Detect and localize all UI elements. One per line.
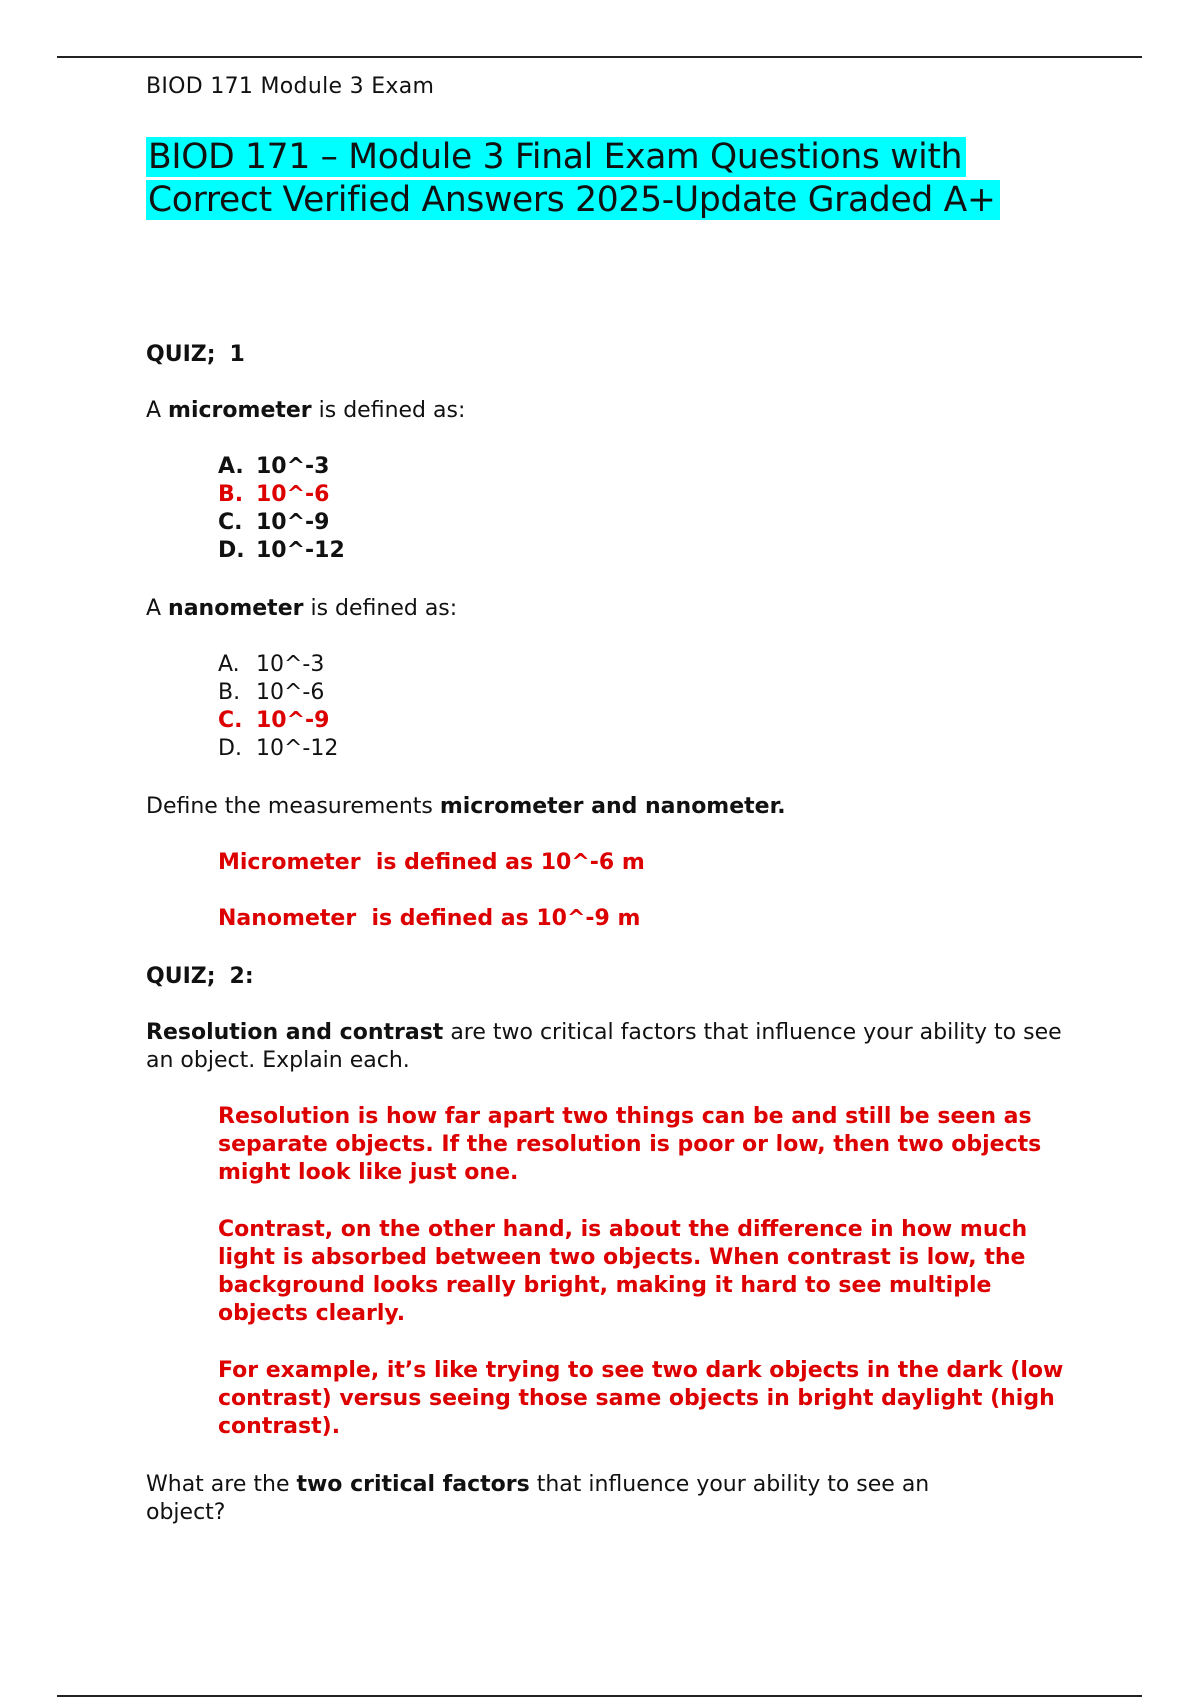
quiz-1-heading [146, 341, 1086, 369]
top-rule [57, 56, 1142, 58]
question-term: Resolution and contrast [146, 1020, 444, 1045]
answer-example: For example, it’s like trying to see two dark objects in the dark (low contrast) versus seeing those same objects in bright daylight (high contrast). [218, 1358, 1064, 1439]
answer-micrometer: Micrometer is defined as 10^-6 m [218, 850, 645, 875]
question-define-measurements: Define the measurements micrometer and nanometer. [146, 794, 786, 819]
quiz-label: QUIZ; [146, 342, 216, 367]
quiz-number: 1 [229, 342, 245, 367]
quiz-label: QUIZ; [146, 964, 216, 989]
option-d: D. 10^-12 [218, 736, 339, 761]
option-b-correct: B. 10^-6 [218, 482, 330, 507]
bottom-rule [57, 1695, 1142, 1697]
option-c-correct: C. 10^-9 [218, 708, 330, 733]
question-micrometer: A micrometer is defined as: [146, 398, 466, 423]
question-term: nanometer [168, 596, 304, 621]
micrometer-options [218, 453, 345, 565]
answer-resolution: Resolution is how far apart two things can be and still be seen as separate objects. If the resolution is poor or low, then two objects might look like just one. [218, 1104, 1042, 1185]
option-a: A. 10^-3 [218, 652, 325, 677]
option-b: B. 10^-6 [218, 680, 325, 705]
option-a: A. 10^-3 [218, 454, 330, 479]
page-header: BIOD 171 Module 3 Exam [146, 74, 435, 99]
document-title [146, 136, 1026, 222]
question-nanometer: A nanometer is defined as: [146, 596, 458, 621]
question-term: micrometer and nanometer. [439, 794, 786, 819]
option-c: C. 10^-9 [218, 510, 330, 535]
question-term: two critical factors [296, 1472, 530, 1497]
answer-nanometer: Nanometer is defined as 10^-9 m [218, 906, 641, 931]
option-d: D. 10^-12 [218, 538, 345, 563]
title-highlight: BIOD 171 – Module 3 Final Exam Questions with Correct Verified Answers 2025-Update Graded A+ [146, 137, 1000, 220]
nanometer-options [218, 651, 338, 763]
quiz-number: 2: [229, 964, 254, 989]
question-resolution-contrast: Resolution and contrast are two critical factors that influence your ability to see an object. Explain each. [146, 1020, 1062, 1073]
answer-contrast: Contrast, on the other hand, is about the difference in how much light is absorbed between two objects. When contrast is low, the background looks really bright, making it hard to see multiple objects clearly. [218, 1217, 1028, 1326]
quiz-2-heading [146, 963, 1086, 991]
question-term: micrometer [168, 398, 312, 423]
question-two-factors: What are the two critical factors that influence your ability to see an object? [146, 1472, 930, 1525]
